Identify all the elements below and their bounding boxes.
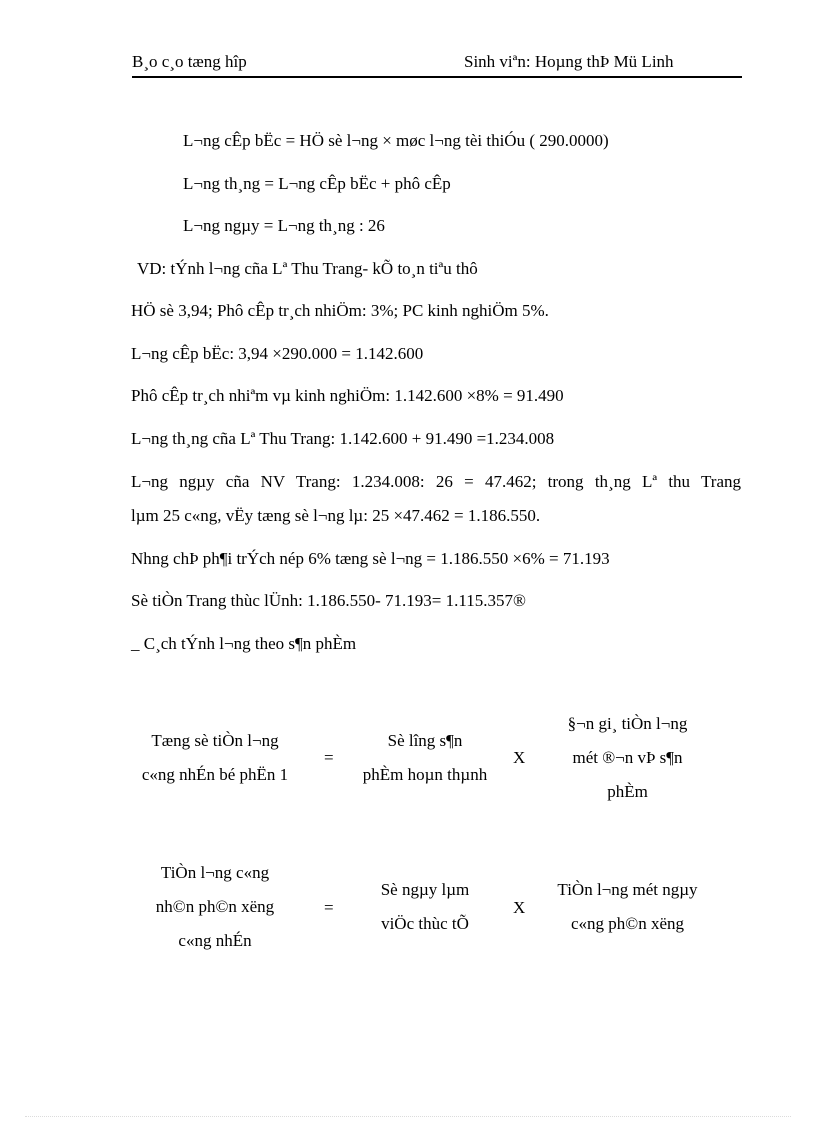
formula1-middle-line: Sè lîng s¶n [387, 731, 463, 750]
example-monthly-salary: L¬ng th¸ng cña Lª Thu Trang: 1.142.600 + 91.490 =1.234.008 [131, 429, 555, 448]
example-daily-salary-line1: L¬ng ngµy cña NV Trang: 1.234.008: 26 = 47.462; trong th¸ng Lª thu Trang [131, 472, 741, 491]
example-title: VD: tÝnh l¬ng cña Lª Thu Trang- kÕ to¸n tiªu thô [137, 259, 478, 278]
formula1-right [545, 707, 710, 809]
page-bottom-rule [25, 1116, 791, 1117]
formula1-left-line: Tæng sè tiÒn l¬ng [151, 731, 279, 750]
example-net-salary: Sè tiÒn Trang thùc lÜnh: 1.186.550- 71.193= 1.115.357® [131, 591, 526, 610]
page-header [132, 52, 742, 78]
formula2-right [535, 873, 720, 941]
formula2-left-line: TiÒn l¬ng c«ng [160, 863, 270, 882]
method-title: _ C¸ch tÝnh l¬ng theo s¶n phÈm [131, 634, 357, 653]
formula1-multiply: X [513, 748, 526, 767]
example-coefficients: HÖ sè 3,94; Phô cÊp tr¸ch nhiÖm: 3%; PC kinh nghiÖm 5%. [131, 301, 549, 320]
formula1-right-line: mét ®¬n vÞ s¶n [572, 748, 683, 767]
example-deduction: Nhng chÞ ph¶i trÝch nép 6% tæng sè l¬ng = 1.186.550 ×6% = 71.193 [131, 549, 610, 568]
formula2-right-line: c«ng ph©n xëng [570, 914, 684, 933]
formula1-left [130, 724, 300, 792]
formula2-multiply: X [513, 898, 526, 917]
header-student-name: Sinh viªn: Hoµng thÞ Mü Linh [464, 52, 674, 71]
example-base-salary: L¬ng cÊp bËc: 3,94 ×290.000 = 1.142.600 [131, 344, 424, 363]
formula-daily-salary: L¬ng ngµy = L¬ng th¸ng : 26 [183, 216, 385, 235]
formula1-left-line: c«ng nhÉn bé phËn 1 [141, 765, 289, 784]
formula1-equals: = [324, 748, 334, 767]
formula1-middle-line: phÈm hoµn thµnh [362, 765, 488, 784]
formula1-right-line: phÈm [607, 782, 648, 801]
example-daily-salary-line2: lµm 25 c«ng, vËy tæng sè l¬ng lµ: 25 ×47.462 = 1.186.550. [131, 506, 541, 525]
formula2-equals: = [324, 898, 334, 917]
formula2-left-line: nh©n ph©n xëng [155, 897, 275, 916]
formula2-right-line: TiÒn l¬ng mét ngµy [557, 880, 698, 899]
formula2-left [130, 856, 300, 958]
formula2-left-line: c«ng nhÉn [178, 931, 252, 950]
header-report-title: B¸o c¸o tæng hîp [132, 52, 247, 71]
formula-base-salary: L¬ng cÊp bËc = HÖ sè l¬ng × møc l¬ng tèi thiÓu ( 290.0000) [183, 131, 609, 150]
formula-monthly-salary: L¬ng th¸ng = L¬ng cÊp bËc + phô cÊp [183, 174, 451, 193]
formula2-middle-line: viÖc thùc tÕ [381, 914, 469, 933]
formula2-middle-line: Sè ngµy lµm [380, 880, 470, 899]
formula1-middle [350, 724, 500, 792]
example-allowance: Phô cÊp tr¸ch nhiªm vµ kinh nghiÖm: 1.142.600 ×8% = 91.490 [131, 386, 564, 405]
formula1-right-line: §¬n gi¸ tiÒn l¬ng [567, 714, 688, 733]
formula2-middle [350, 873, 500, 941]
